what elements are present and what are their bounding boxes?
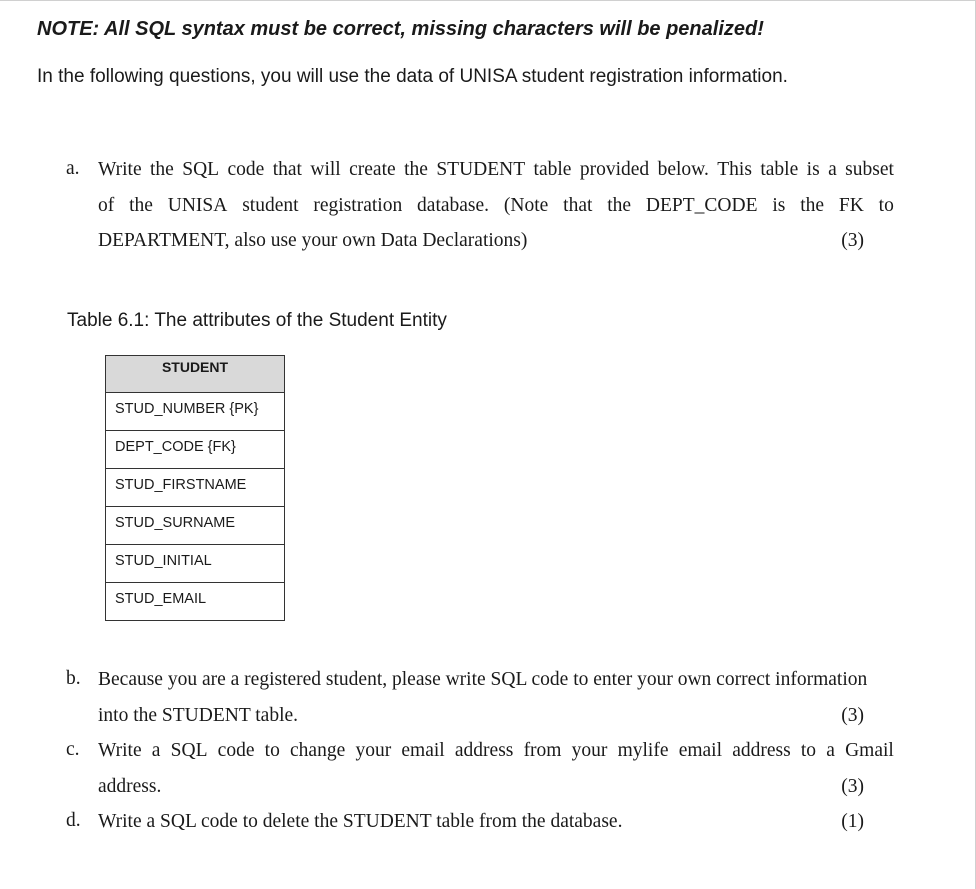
question-b: [66, 668, 894, 739]
question-c-line-2: [98, 775, 894, 811]
question-a-marks: (3): [841, 230, 864, 251]
word: email: [678, 740, 723, 761]
word: below.: [657, 159, 709, 180]
word: your: [355, 740, 392, 761]
table-cell-stud-email: STUD_EMAIL: [106, 583, 285, 621]
word: is: [806, 159, 820, 180]
word: provided: [579, 159, 650, 180]
table-row: [106, 393, 285, 431]
word: to: [878, 194, 894, 216]
table-row: [106, 507, 285, 545]
question-b-marks: (3): [841, 704, 864, 726]
word: student: [242, 194, 299, 216]
word: a: [828, 159, 837, 180]
question-c: [66, 739, 894, 810]
word: to: [264, 740, 280, 761]
word: UNISA: [167, 194, 228, 216]
word: SQL: [170, 740, 208, 761]
word: Gmail: [845, 740, 894, 761]
question-b-text: [98, 668, 894, 739]
word: This: [717, 159, 752, 180]
table-cell-dept-code: DEPT_CODE {FK}: [106, 431, 285, 469]
question-a-text: [98, 158, 894, 265]
word: create: [349, 159, 396, 180]
question-c-text: [98, 739, 894, 810]
word: your: [571, 740, 608, 761]
word: is: [772, 194, 786, 216]
word: to: [800, 740, 817, 761]
question-a-line-1: [98, 158, 894, 194]
word: that: [272, 159, 302, 180]
question-c-marks: (3): [841, 775, 864, 797]
word: address: [732, 740, 791, 761]
word: STUDENT: [436, 159, 526, 180]
word: from: [523, 740, 562, 761]
word: the: [404, 159, 428, 180]
word: Write: [98, 159, 142, 180]
question-d: [66, 810, 894, 846]
note-heading: NOTE: All SQL syntax must be correct, missing characters will be penalized!: [37, 18, 764, 40]
word: the: [150, 159, 174, 180]
word: registration: [313, 194, 403, 216]
word: (Note: [503, 194, 549, 216]
word: code: [227, 159, 265, 180]
word: a: [151, 740, 161, 761]
question-a-line-2: [98, 194, 894, 230]
word: will: [310, 159, 341, 180]
question-d-marks: (1): [841, 811, 864, 832]
question-c-line-2-text: address.: [98, 775, 162, 797]
word: change: [290, 740, 346, 761]
word: mylife: [617, 740, 669, 761]
word: that: [563, 194, 593, 216]
word: subset: [845, 159, 894, 180]
table-caption: Table 6.1: The attributes of the Student Entity: [67, 310, 447, 331]
word: email: [401, 740, 445, 761]
word: Write: [98, 740, 142, 761]
question-c-letter: c.: [66, 739, 80, 760]
table-row: [106, 583, 285, 621]
intro-paragraph: In the following questions, you will use the data of UNISA student registration information.: [37, 66, 788, 87]
table-header: STUDENT: [106, 356, 285, 393]
question-d-letter: d.: [66, 810, 81, 831]
question-a-line-3-text: DEPARTMENT, also use your own Data Declarations): [98, 230, 528, 251]
word: of: [98, 194, 115, 216]
table-cell-stud-surname: STUD_SURNAME: [106, 507, 285, 545]
table-cell-stud-firstname: STUD_FIRSTNAME: [106, 469, 285, 507]
word: code: [217, 740, 255, 761]
word: table: [760, 159, 799, 180]
table-row: [106, 431, 285, 469]
question-a-letter: a.: [66, 158, 80, 179]
table-row: [106, 469, 285, 507]
question-b-line-1: Because you are a registered student, please write SQL code to enter your own correct information: [98, 669, 868, 690]
question-d-line-1-text: Write a SQL code to delete the STUDENT table from the database.: [98, 811, 623, 832]
question-b-letter: b.: [66, 668, 81, 689]
word: SQL: [182, 159, 220, 180]
question-b-line-2: [98, 704, 894, 740]
table-cell-stud-initial: STUD_INITIAL: [106, 545, 285, 583]
question-a-line-3: [98, 229, 894, 265]
table-cell-stud-number: STUD_NUMBER {PK}: [106, 393, 285, 431]
question-d-line-1: [98, 810, 894, 846]
word: a: [826, 740, 835, 761]
word: the: [800, 194, 825, 216]
word: address: [454, 740, 514, 761]
word: table: [533, 159, 572, 180]
word: FK: [838, 194, 864, 216]
word: database.: [417, 194, 490, 216]
question-d-text: [98, 810, 894, 846]
word: the: [607, 194, 632, 216]
question-c-line-1: [98, 739, 894, 775]
student-entity-table: [105, 355, 285, 621]
question-b-line-2-text: into the STUDENT table.: [98, 704, 299, 726]
question-a: [66, 158, 894, 265]
word: the: [129, 194, 153, 216]
word: DEPT_CODE: [645, 194, 758, 216]
table-row: [106, 545, 285, 583]
